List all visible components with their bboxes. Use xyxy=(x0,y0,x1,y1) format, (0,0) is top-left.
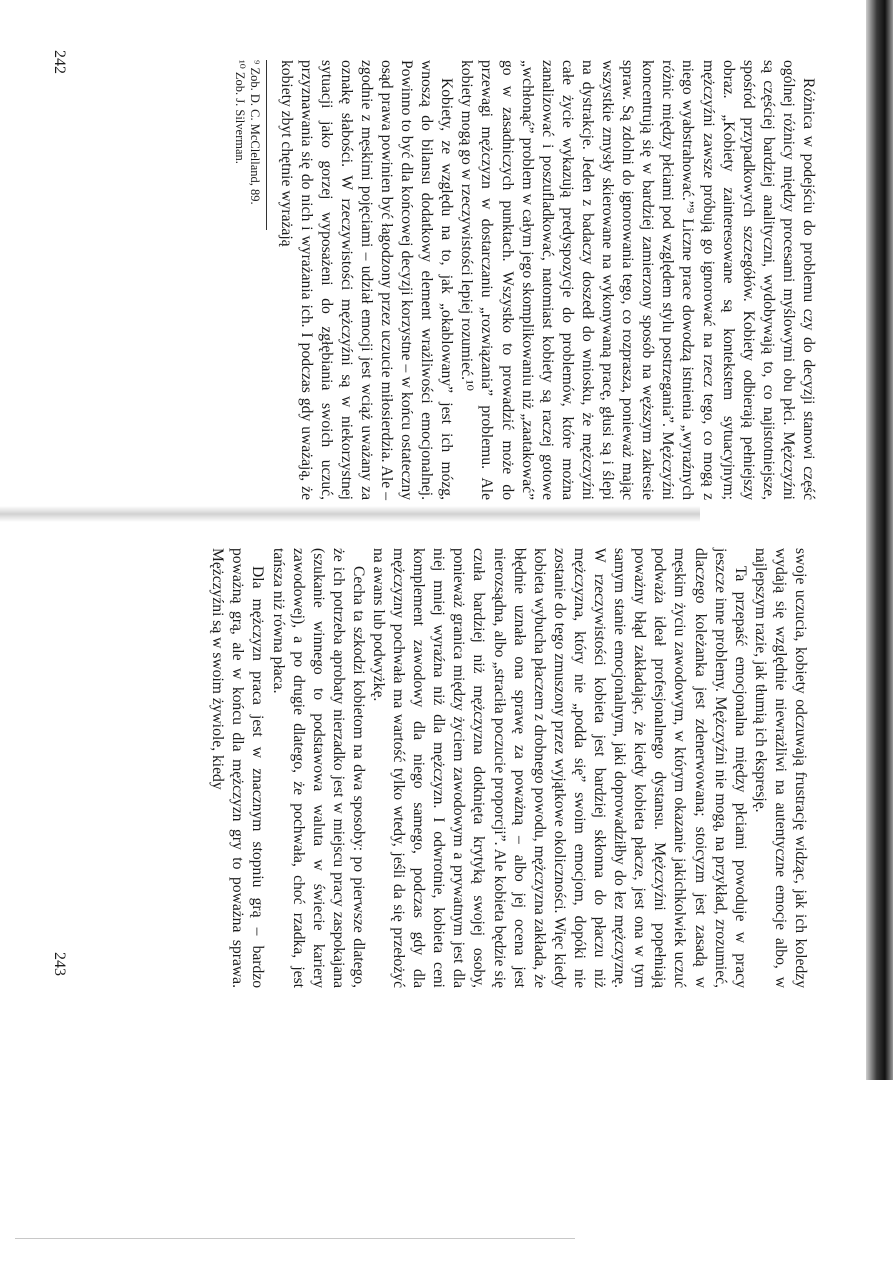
book-gutter-fold xyxy=(0,506,700,522)
paragraph: Cecha ta szkodzi kobietom na dwa sposoby: po pierwsze dlatego, że ich potrzeba aprobaty nierzadko jest w miejscu pracy zaspokajana (szukanie winnego to podstawowa waluta w świecie kariery zawodowej), a po drugie dlatego, że pochwała, choć rzadka, jest tańsza niż równa płaca. xyxy=(269,548,367,988)
paragraph: Różnica w podejściu do problemu czy do decyzji stanowi część ogólnej różnicy między procesami myślowymi obu płci. Mężczyźni są częściej bardziej analityczni, wydobywają to, co najistotniejsze, spośród przypadkowych szczegółów. Kobiety odbierają pełniejszy obraz. „Kobiety zainteresowane są kontekstem sytuacyjnym; mężczyźni zawsze próbują go ignorować na rzecz tego, co mogą z niego wyabstrahować.”⁹ Liczne prace dowodzą istnienia „wyraźnych różnic między płciami pod względem stylu postrzegania”. Mężczyźni koncentrują się w bardziej zamierzony sposób na węższym zakresie spraw. Są zdolni do ignorowania tego, co rozprasza, ponieważ mając wszystkie zmysły skierowane na wykonywaną pracę, głusi są i ślepi na dystrakcje. Jeden z badaczy doszedł do wniosku, że mężczyźni całe życie wykazują predyspozycje do problemów, które można zanalizować i poszufladkować, natomiast kobiety są raczej gotowe „wchłonąć” problem w całym jego skomplikowaniu niż „zaatakować” go w zasadniczych punktach. Wszystko to prowadzić może do przewagi mężczyzn w dostarczaniu „rozwiązania” problemu. Ale kobiety mogą go w rzeczywistości lepiej rozumieć.¹⁰ xyxy=(458,60,817,500)
paragraph: Kobiety, ze względu na to, jak „okablowany” jest ich mózg, wnoszą do bilansu dodatkowy element wrażliwości emocjonalnej. Powinno to być dla końcowej decyzji korzystne – w końcu ostateczny osąd prawa powinien być łagodzony przez uczucie miłosierdzia. Ale – zgodnie z męskimi pojęciami – udział emocji jest wciąż uważany za oznakę słabości. W rzeczywistości mężczyźni są w niekorzystnej sytuacji jako gorzej wyposażeni do zgłębiania swoich uczuć, przyznawania się do nich i wyrażania ich. I podczas gdy uważają, że kobiety zbyt chętnie wyrażają xyxy=(277,60,456,500)
paragraph: swoje uczucia, kobiety odczuwają frustrację widząc, jak ich koledzy wydają się względnie niewrażliwi na autentyczne emocje albo, w najlepszym razie, jak tłumią ich ekspresję. xyxy=(751,548,809,988)
page-number-left: 242 xyxy=(51,50,68,74)
scan-edge-shadow xyxy=(866,0,893,1080)
paragraph: Dla mężczyzn praca jest w znacznym stopniu grą – bardzo poważną grą, ale w końcu dla mężczyzn gry to poważna sprawa. Mężczyźni są w swoim żywiole, kiedy xyxy=(209,548,267,988)
right-page-body xyxy=(207,548,810,988)
left-page xyxy=(38,60,818,500)
scan-bottom-rule xyxy=(15,1238,575,1239)
page-number-right: 243 xyxy=(51,952,68,976)
footnote: ⁹ Zob. D. C. McClelland, 89. xyxy=(248,60,263,205)
right-page xyxy=(30,548,810,988)
footnotes xyxy=(232,60,267,230)
left-page-body xyxy=(275,60,818,500)
footnote: ¹⁰ Zob. J. Silverman. xyxy=(233,60,248,164)
paragraph: Ta przepaść emocjonalna między płciami powoduje w pracy jeszcze inne problemy. Mężczyźni nie mogą, na przykład, zrozumieć, dlaczego koleżanka jest zdenerwowana; stoicyzm jest zasadą w męskim życiu zawodowym, w którym okazanie jakichkolwiek uczuć podważa ideał profesjonalnego dystansu. Mężczyźni popełniają poważny błąd zakładając, że kiedy kobieta płacze, jest ona w tym samym stanie emocjonalnym, jaki doprowadziłby do łez mężczyznę. W rzeczywistości kobieta jest bardziej skłonna do płaczu niż mężczyzna, który nie „podda się” swoim emocjom, dopóki nie zostanie do tego zmuszony przez wyjątkowe okoliczności. Więc kiedy kobieta wybucha płaczem z drobnego powodu, mężczyzna zakłada, że błędnie uznała ona sprawę za poważną – albo jej ocena jest nierozsądna, albo „straciła poczucie proporcji”. Ale kobieta będzie się czuła bardziej niż mężczyzna dotknięta krytyką swojej osoby, ponieważ granica między życiem zawodowym a prywatnym jest dla niej mniej wyraźna niż dla mężczyzn. I odwrotnie, kobieta ceni komplement zawodowy dla niego samego, podczas gdy dla mężczyzny pochwała ma wartość tylko wtedy, jeśli da się przełożyć na awans lub podwyżkę. xyxy=(370,548,749,988)
